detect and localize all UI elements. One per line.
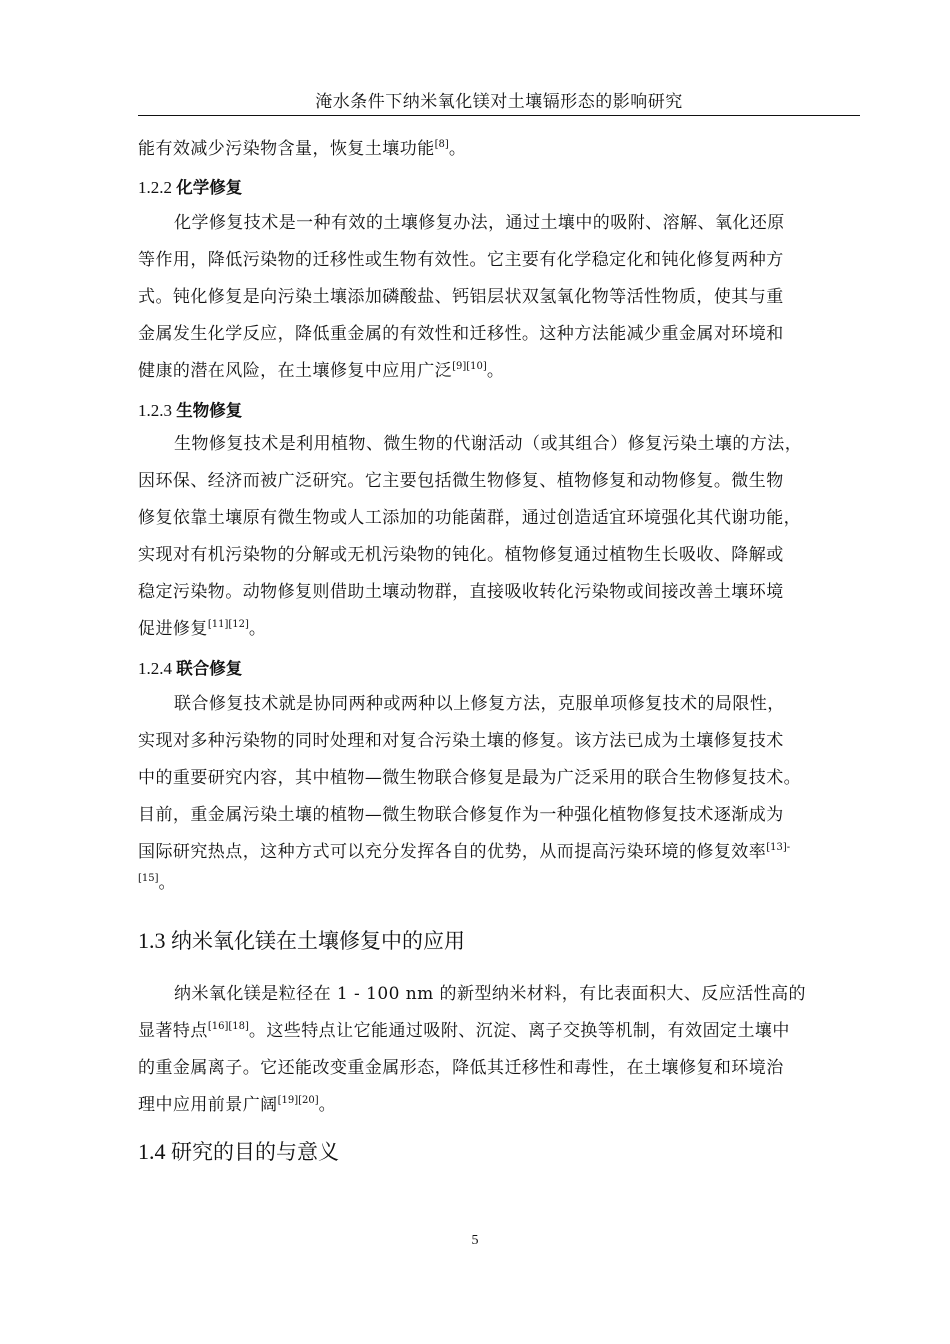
text-line: 联合修复技术就是协同两种或两种以上修复方法，克服单项修复技术的局限性，	[174, 694, 785, 714]
section-heading-1-2-2: 1.2.2 化学修复	[138, 178, 243, 197]
text-line: 理中应用前景广阔[19][20]。	[138, 1095, 337, 1115]
text-line: 式。钝化修复是向污染土壤添加磷酸盐、钙铝层状双氢氧化物等活性物质，使其与重	[138, 287, 784, 307]
text-line: 实现对有机污染物的分解或无机污染物的钝化。植物修复通过植物生长吸收、降解或	[138, 545, 784, 565]
text-line: 中的重要研究内容，其中植物—微生物联合修复是最为广泛采用的联合生物修复技术。	[138, 768, 802, 788]
citation: [9][10]	[452, 361, 487, 372]
text-line: 等作用，降低污染物的迁移性或生物有效性。它主要有化学稳定化和钝化修复两种方	[138, 250, 784, 270]
text-line: 稳定污染物。动物修复则借助土壤动物群，直接吸收转化污染物或间接改善土壤环境	[138, 582, 784, 602]
citation: [16][18]	[207, 1021, 249, 1032]
text-line: 的重金属离子。它还能改变重金属形态，降低其迁移性和毒性，在土壤修复和环境治	[138, 1058, 784, 1078]
header-rule	[138, 115, 860, 116]
text-line: 生物修复技术是利用植物、微生物的代谢活动（或其组合）修复污染土壤的方法，	[174, 434, 803, 454]
text-line: 纳米氧化镁是粒径在 1 - 100 nm 的新型纳米材料，有比表面积大、反应活性高的	[174, 984, 806, 1004]
section-heading-1-3: 1.3 纳米氧化镁在土壤修复中的应用	[138, 928, 465, 953]
section-heading-1-2-3: 1.2.3 生物修复	[138, 401, 243, 420]
citation: [13]-	[766, 842, 791, 853]
citation: [8]	[434, 139, 449, 150]
section-1-2-2-body	[138, 205, 860, 390]
section-1-2-4-body	[138, 686, 860, 895]
text-line: 能有效减少污染物含量，恢复土壤功能[8]。	[138, 139, 467, 159]
citation: [19][20]	[277, 1095, 319, 1106]
running-header: 淹水条件下纳米氧化镁对土壤镉形态的影响研究	[315, 92, 683, 112]
section-heading-1-4: 1.4 研究的目的与意义	[138, 1139, 339, 1164]
text-line: 国际研究热点，这种方式可以充分发挥各自的优势，从而提高污染环境的修复效率$^{[13]-}$	[138, 842, 791, 862]
page-number: 5	[471, 1233, 479, 1248]
text-line: 因环保、经济而被广泛研究。它主要包括微生物修复、植物修复和动物修复。微生物	[138, 471, 784, 491]
paragraph	[138, 131, 860, 168]
text-line: 目前，重金属污染土壤的植物—微生物联合修复作为一种强化植物修复技术逐渐成为	[138, 805, 784, 825]
section-heading-1-2-4: 1.2.4 联合修复	[138, 659, 243, 678]
paragraph	[138, 426, 860, 648]
continuation-paragraph	[138, 131, 860, 168]
paragraph	[138, 976, 860, 1124]
text-line: 金属发生化学反应，降低重金属的有效性和迁移性。这种方法能减少重金属对环境和	[138, 324, 784, 344]
text-line: 化学修复技术是一种有效的土壤修复办法，通过土壤中的吸附、溶解、氧化还原	[174, 213, 785, 233]
text-line: 促进修复[11][12]。	[138, 619, 267, 639]
text-line: [15]。	[138, 873, 176, 893]
citation: [15]	[138, 873, 159, 884]
paragraph	[138, 686, 860, 895]
text-line: 健康的潜在风险，在土壤修复中应用广泛[9][10]。	[138, 361, 505, 381]
section-1-3-body	[138, 976, 860, 1124]
citation: [11][12]	[207, 619, 249, 630]
text-line: 显著特点[16][18]。这些特点让它能通过吸附、沉淀、离子交换等机制，有效固定土壤中	[138, 1021, 790, 1041]
text-line: 修复依靠土壤原有微生物或人工添加的功能菌群，通过创造适宜环境强化其代谢功能，	[138, 508, 802, 528]
section-1-2-3-body	[138, 426, 860, 648]
paragraph	[138, 205, 860, 390]
text-line: 实现对多种污染物的同时处理和对复合污染土壤的修复。该方法已成为土壤修复技术	[138, 731, 784, 751]
